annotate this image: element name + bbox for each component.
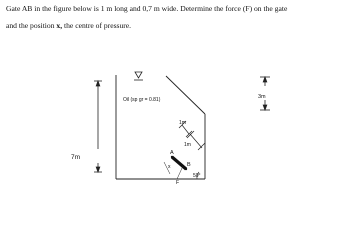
- gate-ab: [172, 157, 186, 169]
- x-label: x: [168, 164, 171, 170]
- problem-text-x: x,: [56, 21, 63, 30]
- force-line: [177, 166, 183, 179]
- angle-label: 50°: [193, 173, 201, 179]
- depth-label: 7m: [71, 154, 81, 161]
- dim-1m-lower-label: 1m: [184, 142, 191, 148]
- top-distance-label: 3m: [258, 94, 266, 100]
- point-a-label: A: [170, 150, 174, 156]
- depth-dimension: [94, 81, 102, 172]
- problem-text-1: Gate AB in the figure below is 1 m long and 0,7 m wide. Determine the force (F) on the gate: [6, 4, 288, 13]
- force-label: F: [176, 180, 180, 184]
- point-b-label: B: [187, 162, 191, 168]
- problem-text-2a: and the position: [6, 21, 57, 30]
- fluid-label: Oil (sp gr = 0.81): [123, 97, 161, 103]
- dim-1m-upper-label: 1m: [179, 120, 186, 126]
- tank-walls: [116, 75, 205, 179]
- problem-text-2b: the centre of pressure.: [62, 21, 132, 30]
- point-b-marker: [185, 168, 187, 170]
- free-surface-marker: [134, 72, 143, 80]
- point-a-marker: [171, 156, 173, 158]
